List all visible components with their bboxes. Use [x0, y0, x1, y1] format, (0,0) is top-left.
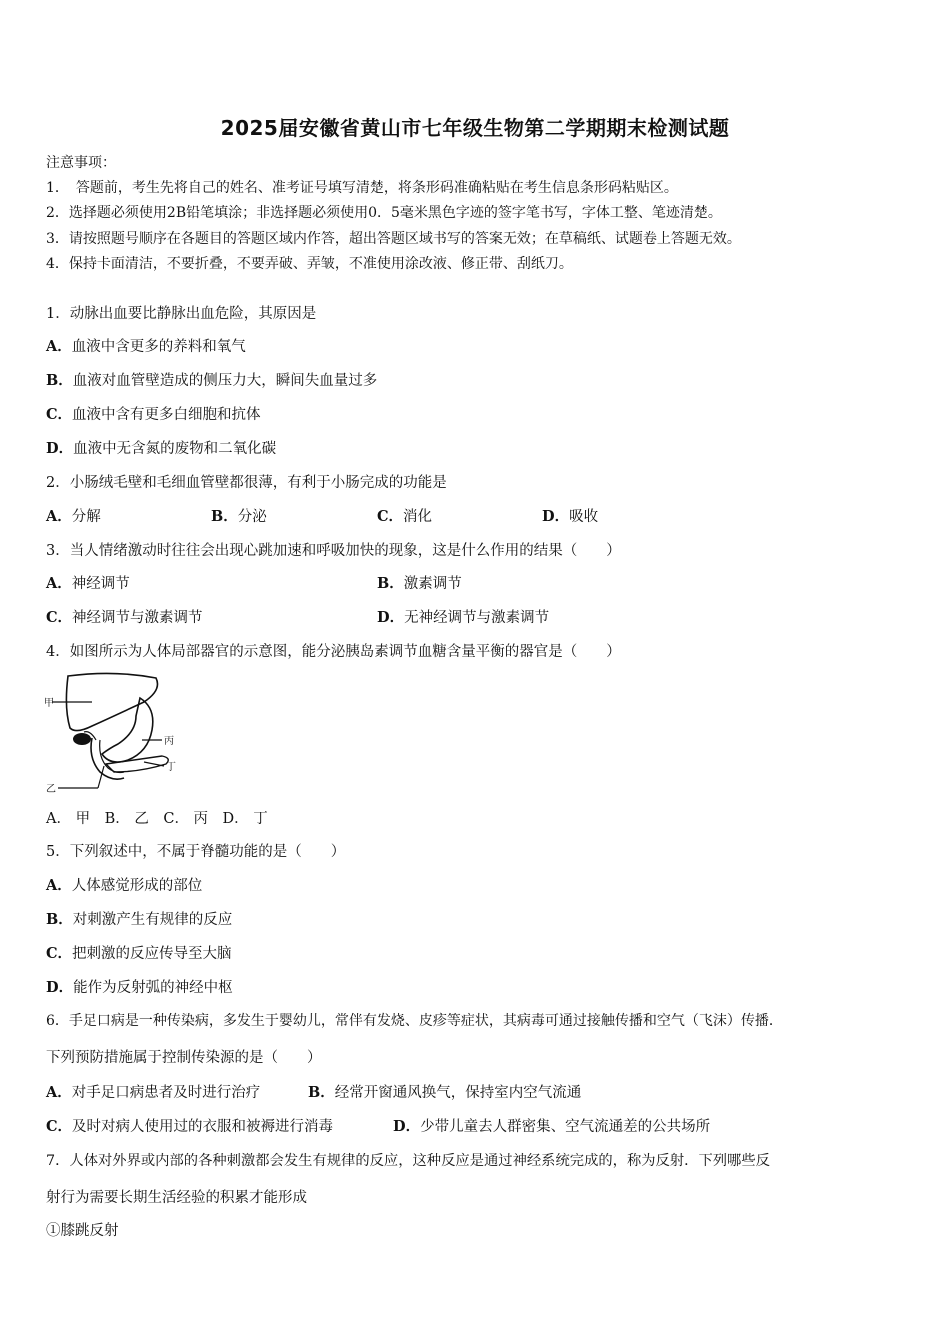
- option-label: A．: [46, 877, 72, 894]
- question-6-option-c: [46, 1115, 333, 1136]
- option-text: 少带儿童去人群密集、空气流通差的公共场所: [420, 1119, 711, 1135]
- option-label: D．: [46, 440, 74, 457]
- question-6-option-d: [393, 1115, 710, 1136]
- question-1-stem: 1．动脉出血要比静脉出血危险，其原因是: [46, 306, 317, 322]
- label-jia: 甲: [44, 698, 54, 709]
- option-text: 血液对血管壁造成的侧压力大，瞬间失血量过多: [72, 373, 378, 389]
- question-3-option-b: [377, 572, 462, 593]
- question-3-option-c: [46, 606, 203, 627]
- question-6-stem-line-1: 6．手足口病是一种传染病，多发生于婴幼儿，常伴有发烧、皮疹等症状，其病毒可通过接触传播和空气（飞沫）传播．: [46, 1013, 783, 1029]
- option-label: D．: [46, 979, 74, 996]
- question-7-item-1: ①膝跳反射: [46, 1223, 119, 1239]
- option-text: 及时对病人使用过的衣服和被褥进行消毒: [72, 1119, 334, 1135]
- option-text: 分解: [71, 509, 101, 525]
- option-text: 血液中含更多的养料和氧气: [71, 339, 246, 355]
- stomach-shape: [102, 698, 153, 762]
- question-1-option-b: [46, 369, 377, 390]
- option-text: 对刺激产生有规律的反应: [72, 912, 233, 928]
- option-text: 经常开窗通风换气，保持室内空气流通: [334, 1085, 582, 1101]
- question-1-option-c: [46, 403, 261, 424]
- question-3-option-d: [377, 606, 549, 627]
- option-label: B．: [308, 1084, 335, 1101]
- question-2-stem: 2．小肠绒毛壁和毛细血管壁都很薄，有利于小肠完成的功能是: [46, 475, 447, 491]
- question-7-stem-line-2: 射行为需要长期生活经验的积累才能形成: [46, 1190, 307, 1206]
- notice-item-3: 3．请按照题号顺序在各题目的答题区域内作答，超出答题区域书写的答案无效；在草稿纸、试题卷上答题无效。: [46, 231, 741, 247]
- question-6-option-a: [46, 1081, 260, 1102]
- option-text: 激素调节: [403, 576, 462, 592]
- question-1-option-a: [46, 335, 246, 356]
- notice-heading: 注意事项：: [46, 155, 116, 171]
- option-text: 无神经调节与激素调节: [404, 610, 550, 626]
- option-label: B．: [46, 372, 73, 389]
- option-label: C．: [377, 508, 404, 525]
- option-label: A．: [46, 508, 72, 525]
- option-text: 分泌: [237, 509, 267, 525]
- question-6-stem-line-2: 下列预防措施属于控制传染源的是（ ）: [46, 1050, 322, 1066]
- option-text: 能作为反射弧的神经中枢: [73, 980, 233, 996]
- question-5-option-c: [46, 942, 232, 963]
- question-7-stem-line-1: 7．人体对外界或内部的各种刺激都会发生有规律的反应，这种反应是通过神经系统完成的，称为反射．下列哪些反: [46, 1153, 770, 1169]
- option-text: 血液中无含氮的废物和二氧化碳: [73, 441, 277, 457]
- option-text: 吸收: [569, 509, 599, 525]
- option-text: 消化: [403, 509, 433, 525]
- option-label: B．: [211, 508, 238, 525]
- notice-item-1: 1． 答题前，考生先将自己的姓名、准考证号填写清楚，将条形码准确粘贴在考生信息条形码粘贴区。: [46, 180, 678, 196]
- option-label: D．: [377, 609, 405, 626]
- gallbladder-shape: [73, 733, 91, 745]
- question-2-option-c: [377, 505, 432, 526]
- option-label: C．: [46, 609, 73, 626]
- question-2-option-d: [542, 505, 598, 526]
- question-5-option-d: [46, 976, 233, 997]
- option-label: A．: [46, 1084, 72, 1101]
- option-label: C．: [46, 945, 73, 962]
- pancreas-shape: [106, 756, 168, 772]
- option-label: C．: [46, 1118, 73, 1135]
- question-6-option-b: [308, 1081, 581, 1102]
- notice-item-2: 2．选择题必须使用2B铅笔填涂；非选择题必须使用0．5毫米黑色字迹的签字笔书写，字体工整、笔迹清楚。: [46, 205, 722, 221]
- question-1-option-d: [46, 437, 276, 458]
- label-bing: 丙: [164, 736, 174, 747]
- question-4-stem: 4．如图所示为人体局部器官的示意图，能分泌胰岛素调节血糖含量平衡的器官是（ ）: [46, 644, 621, 660]
- option-label: B．: [46, 911, 73, 928]
- option-text: 把刺激的反应传导至大脑: [72, 946, 232, 962]
- option-label: D．: [542, 508, 570, 525]
- option-label: A．: [46, 575, 72, 592]
- question-2-option-b: [211, 505, 267, 526]
- question-3-option-a: [46, 572, 130, 593]
- page-title: 2025届安徽省黄山市七年级生物第二学期期末检测试题: [220, 116, 730, 140]
- question-5-stem: 5．下列叙述中，不属于脊髓功能的是（ ）: [46, 844, 346, 860]
- question-3-stem: 3．当人情绪激动时往往会出现心跳加速和呼吸加快的现象，这是什么作用的结果（ ）: [46, 543, 621, 559]
- option-text: 对手足口病患者及时进行治疗: [71, 1085, 261, 1101]
- option-text: 神经调节: [71, 576, 130, 592]
- option-label: C．: [46, 406, 73, 423]
- question-2-option-a: [46, 505, 101, 526]
- option-text: 人体感觉形成的部位: [71, 878, 203, 894]
- notice-item-4: 4．保持卡面清洁，不要折叠，不要弄破、弄皱，不准使用涂改液、修正带、刮纸刀。: [46, 256, 573, 272]
- question-4-options: A． 甲 B． 乙 C． 丙 D． 丁: [46, 811, 268, 827]
- question-5-option-b: [46, 908, 232, 929]
- label-ding: 丁: [166, 762, 176, 773]
- option-label: D．: [393, 1118, 421, 1135]
- organ-diagram: [44, 668, 194, 796]
- option-label: B．: [377, 575, 404, 592]
- question-5-option-a: [46, 874, 202, 895]
- label-yi: 乙: [46, 784, 56, 795]
- option-text: 神经调节与激素调节: [72, 610, 203, 626]
- option-text: 血液中含有更多白细胞和抗体: [72, 407, 261, 423]
- option-label: A．: [46, 338, 72, 355]
